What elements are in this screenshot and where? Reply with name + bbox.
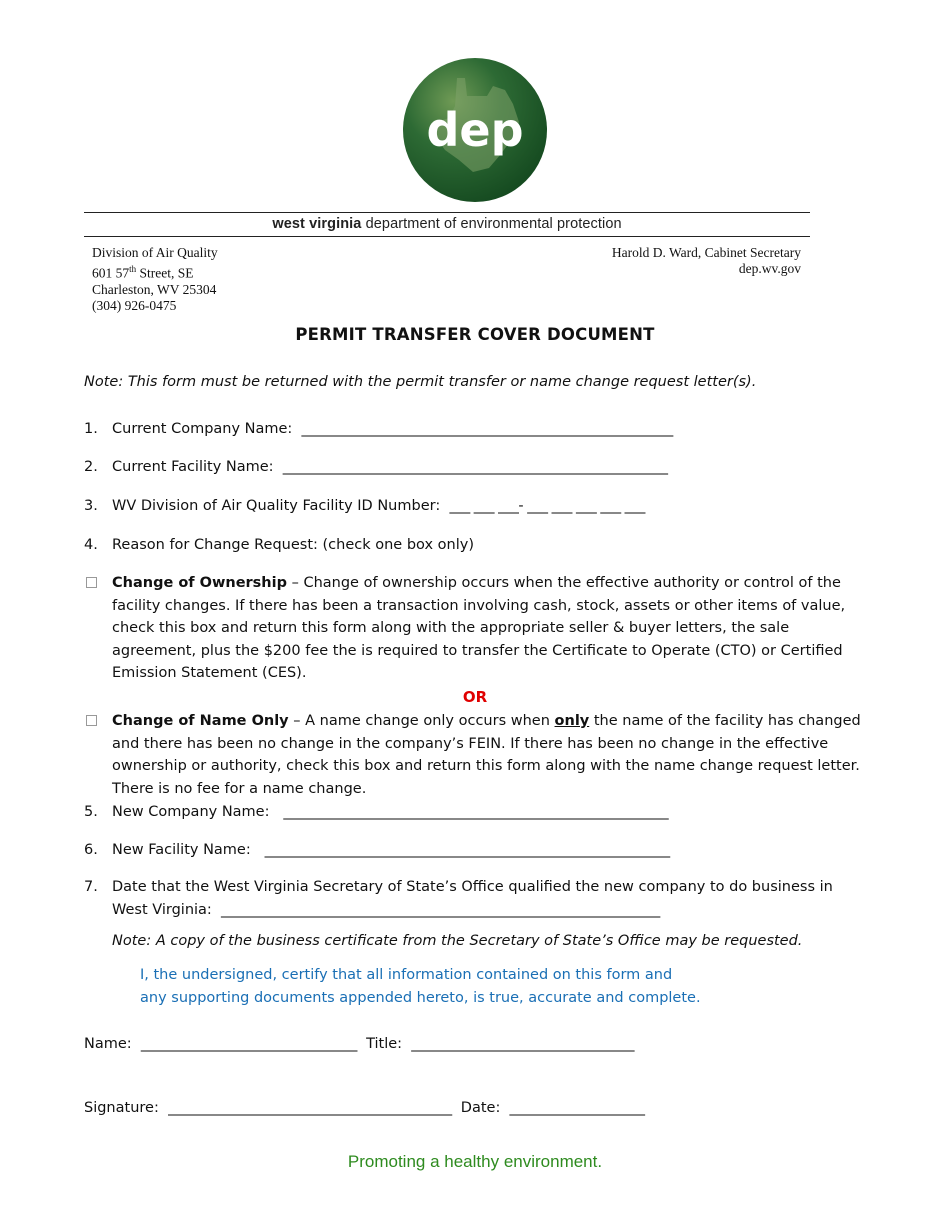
question-5 (84, 801, 668, 824)
name-change-description (112, 710, 874, 800)
or-separator: OR (462, 688, 488, 706)
title-label: Title: (366, 1036, 403, 1052)
question-4 (84, 534, 474, 557)
name-change-text-b: the name of the facility has changed and there has been no change in the company’s FEIN. If there has been no change in the effective ownership or authority, check this box and return this form along with the name change request letter. There is no fee for a name change. (112, 713, 861, 797)
form-note: Note: This form must be returned with the permit transfer or name change request letter(s). (84, 374, 757, 390)
name-change-only-emphasis: only (554, 713, 590, 729)
question-2 (84, 456, 668, 479)
name-title-row (84, 1036, 634, 1052)
option-change-of-name (84, 710, 874, 800)
question-number: 6. (84, 842, 98, 858)
agency-name (84, 216, 810, 232)
question-number: 5. (84, 804, 98, 820)
question-3 (84, 495, 645, 518)
new-facility-name-field[interactable]: ____________________________________________________________ (264, 842, 670, 858)
date-label: Date: (460, 1100, 501, 1116)
question-7 (84, 876, 874, 922)
question-number: 1. (84, 421, 98, 437)
header-rule-bottom (84, 236, 810, 237)
question-number: 2. (84, 459, 98, 475)
title-field[interactable]: _________________________________ (411, 1036, 635, 1052)
date-field[interactable]: ____________________ (509, 1100, 645, 1116)
question-7-body (112, 876, 874, 922)
name-change-text-a: – A name change only occurs when (288, 713, 555, 729)
certification-statement (140, 964, 780, 1010)
question-label: New Facility Name: (112, 842, 251, 858)
signature-label: Signature: (84, 1100, 159, 1116)
question-label: Current Facility Name: (112, 459, 274, 475)
ownership-checkbox[interactable] (86, 577, 97, 588)
document-title: PERMIT TRANSFER COVER DOCUMENT (295, 325, 655, 344)
certification-line-2: any supporting documents appended hereto, is true, accurate and complete. (140, 990, 701, 1006)
phone-number: (304) 926-0475 (92, 297, 177, 313)
question-label: New Company Name: (112, 804, 270, 820)
signature-field[interactable]: __________________________________________ (168, 1100, 452, 1116)
header-rule-top (84, 212, 810, 213)
street-name: Street, SE (136, 265, 194, 281)
footer-slogan: Promoting a healthy environment. (347, 1152, 603, 1171)
secretary-block (612, 245, 801, 277)
ownership-text: – Change of ownership occurs when the effective authority or control of the facility changes. If there has been a transaction involving cash, stock, assets or other items of value, check this box and return this form along with the appropriate seller & buyer letters, the sale agreement, plus the $200 fee the is required to transfer the Certificate to Operate (CTO) or Certified Emission Statement (CES). (112, 575, 846, 682)
question-label: Date that the West Virginia Secretary of State’s Office qualified the new company to do business in (112, 879, 833, 895)
street-number: 601 57 (92, 265, 130, 281)
name-label: Name: (84, 1036, 132, 1052)
name-field[interactable]: ________________________________ (140, 1036, 357, 1052)
current-company-name-field[interactable]: _______________________________________________________ (301, 421, 673, 437)
agency-name-rest: department of environmental protection (361, 216, 622, 232)
agency-name-bold: west virginia (272, 216, 362, 232)
certification-line-1: I, the undersigned, certify that all information contained on this form and (140, 967, 673, 983)
question-number: 4. (84, 537, 98, 553)
dep-logo (401, 56, 549, 204)
question-number: 3. (84, 498, 98, 514)
ownership-heading: Change of Ownership (112, 575, 287, 591)
secretary-name: Harold D. Ward, Cabinet Secretary (611, 245, 801, 260)
signature-date-row (84, 1100, 645, 1116)
street-address (92, 261, 218, 282)
name-change-checkbox[interactable] (86, 715, 97, 726)
question-label: WV Division of Air Quality Facility ID Number: (112, 498, 441, 514)
new-company-name-field[interactable]: _________________________________________________________ (283, 804, 669, 820)
question-7-line-2 (112, 899, 874, 922)
question-label: Current Company Name: (112, 421, 293, 437)
question-6 (84, 839, 670, 862)
division-name: Division of Air Quality (92, 245, 218, 260)
question-label: Reason for Change Request: (check one box only) (112, 537, 474, 553)
logo-text: dep (426, 103, 524, 157)
option-change-of-ownership (84, 572, 874, 685)
question-1 (84, 418, 673, 441)
website-link[interactable]: dep.wv.gov (738, 261, 801, 276)
sos-qualified-date-field[interactable]: _________________________________________________________________ (221, 902, 660, 918)
street-ordinal: th (129, 264, 137, 274)
facility-id-field[interactable]: ___ ___ ___- ___ ___ ___ ___ ___ (449, 498, 645, 514)
question-number: 7. (84, 879, 98, 895)
division-address (92, 245, 218, 314)
ownership-description (112, 572, 874, 685)
certificate-note: Note: A copy of the business certificate from the Secretary of State’s Office may be requested. (112, 933, 803, 949)
question-label-continued: West Virginia: (112, 902, 212, 918)
current-facility-name-field[interactable]: _________________________________________________________ (282, 459, 668, 475)
city-state-zip: Charleston, WV 25304 (92, 281, 217, 297)
name-change-heading: Change of Name Only (112, 713, 289, 729)
